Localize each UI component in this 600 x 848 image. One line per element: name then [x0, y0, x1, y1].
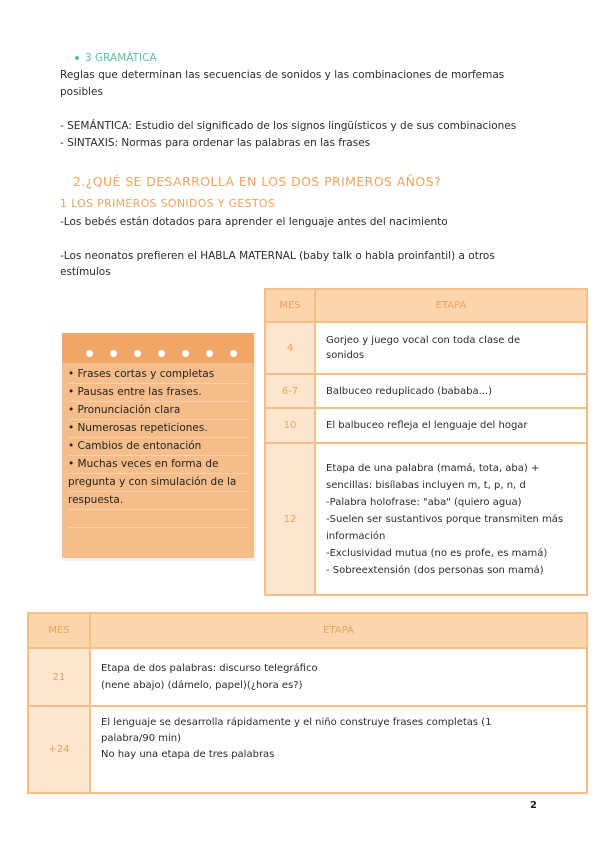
page-number: 2: [530, 800, 537, 811]
punch-hole-icon: [182, 350, 189, 357]
mes-cell: 4: [265, 322, 315, 374]
mes-cell: +24: [28, 706, 90, 793]
etapa-line: palabra/90 min): [101, 733, 181, 744]
gramatica-definition-line2: posibles: [60, 86, 103, 98]
stages-table-2: [27, 612, 588, 794]
mes-cell: 6-7: [265, 374, 315, 408]
etapa-cell: [90, 648, 587, 706]
mes-cell: 10: [265, 408, 315, 443]
header-mes: MES: [28, 613, 90, 648]
list-item: • Frases cortas y completas: [68, 368, 215, 380]
list-item: • Muchas veces en forma de: [68, 458, 219, 470]
gramatica-definition-line1: Reglas que determinan las secuencias de sonidos y las combinaciones de morfemas: [60, 69, 505, 81]
etapa-line: (nene abajo) (dámelo, papel)(¿hora es?): [101, 680, 303, 691]
sticky-note-header: [62, 333, 254, 363]
table-row: [265, 408, 587, 443]
etapa-line: -Exclusividad mutua (no es profe, es mamá): [326, 547, 548, 559]
table-row: [28, 648, 587, 706]
etapa-cell: [315, 443, 587, 595]
table-row: [28, 706, 587, 793]
note-rule-line: [68, 509, 248, 510]
note-list: [68, 365, 252, 509]
table-row: [265, 322, 587, 374]
note-rule-line: [68, 527, 248, 528]
list-item: • Pausas entre las frases.: [68, 386, 202, 398]
list-item: respuesta.: [68, 494, 124, 506]
table-row: [265, 374, 587, 408]
bullet-dot-icon: [75, 56, 79, 60]
section2-subheading: 1 LOS PRIMEROS SONIDOS Y GESTOS: [60, 197, 276, 210]
table-header-row: [28, 613, 587, 648]
mes-cell: 12: [265, 443, 315, 595]
list-item: pregunta y con simulación de la: [68, 476, 237, 488]
punch-hole-icon: [230, 350, 237, 357]
list-item: • Pronunciación clara: [68, 404, 181, 416]
etapa-line: -Palabra holofrase: "aba" (quiero agua): [326, 496, 522, 508]
punch-hole-icon: [86, 350, 93, 357]
punch-hole-icon: [158, 350, 165, 357]
etapa-line: sonidos: [326, 350, 365, 361]
punch-hole-icon: [110, 350, 117, 357]
header-mes: MES: [265, 289, 315, 322]
etapa-line: Etapa de dos palabras: discurso telegráfico: [101, 663, 318, 674]
table-header-row: [265, 289, 587, 322]
etapa-line: - Sobreextensión (dos personas son mamá): [326, 564, 544, 576]
paragraph-neonatos-line1: -Los neonatos prefieren el HABLA MATERNAL (baby talk o habla proinfantil) a otros: [60, 250, 495, 262]
paragraph-neonatos-line2: estímulos: [60, 266, 111, 278]
etapa-line: Gorjeo y juego vocal con toda clase de: [326, 335, 521, 346]
section3-title: 3 GRAMÁTICA: [85, 52, 157, 64]
etapa-line: sencillas: bisílabas incluyen m, t, p, n, d: [326, 479, 526, 491]
etapa-cell: [315, 322, 587, 374]
etapa-line: El lenguaje se desarrolla rápidamente y el niño construye frases completas (1: [101, 717, 492, 728]
sticky-note-card: [62, 333, 254, 558]
header-etapa: ETAPA: [315, 289, 587, 322]
paragraph-bebes: -Los bebés están dotados para aprender el lenguaje antes del nacimiento: [60, 216, 448, 228]
punch-hole-icon: [134, 350, 141, 357]
header-etapa: ETAPA: [90, 613, 587, 648]
etapa-line: -Suelen ser sustantivos porque transmiten más: [326, 513, 564, 525]
etapa-line: El balbuceo refleja el lenguaje del hogar: [326, 420, 528, 431]
etapa-cell: [315, 374, 587, 408]
list-item: • Cambios de entonación: [68, 440, 202, 452]
section3-title-row: [75, 50, 157, 66]
stages-table-1: [264, 288, 588, 596]
list-item: • Numerosas repeticiones.: [68, 422, 208, 434]
etapa-line: No hay una etapa de tres palabras: [101, 749, 275, 760]
etapa-line: Etapa de una palabra (mamá, tota, aba) +: [326, 462, 540, 474]
etapa-cell: [90, 706, 587, 793]
section2-heading: 2.¿QUÉ SE DESARROLLA EN LOS DOS PRIMEROS AÑOS?: [73, 174, 442, 189]
sintaxis-definition: - SINTAXIS: Normas para ordenar las palabras en las frases: [60, 137, 371, 149]
mes-cell: 21: [28, 648, 90, 706]
semantica-definition: - SEMÁNTICA: Estudio del significado de los signos lingüísticos y de sus combinaciones: [60, 120, 517, 132]
table-row: [265, 443, 587, 595]
etapa-cell: [315, 408, 587, 443]
etapa-line: Balbuceo reduplicado (bababa...): [326, 385, 493, 397]
punch-hole-icon: [206, 350, 213, 357]
etapa-line: información: [326, 530, 386, 542]
